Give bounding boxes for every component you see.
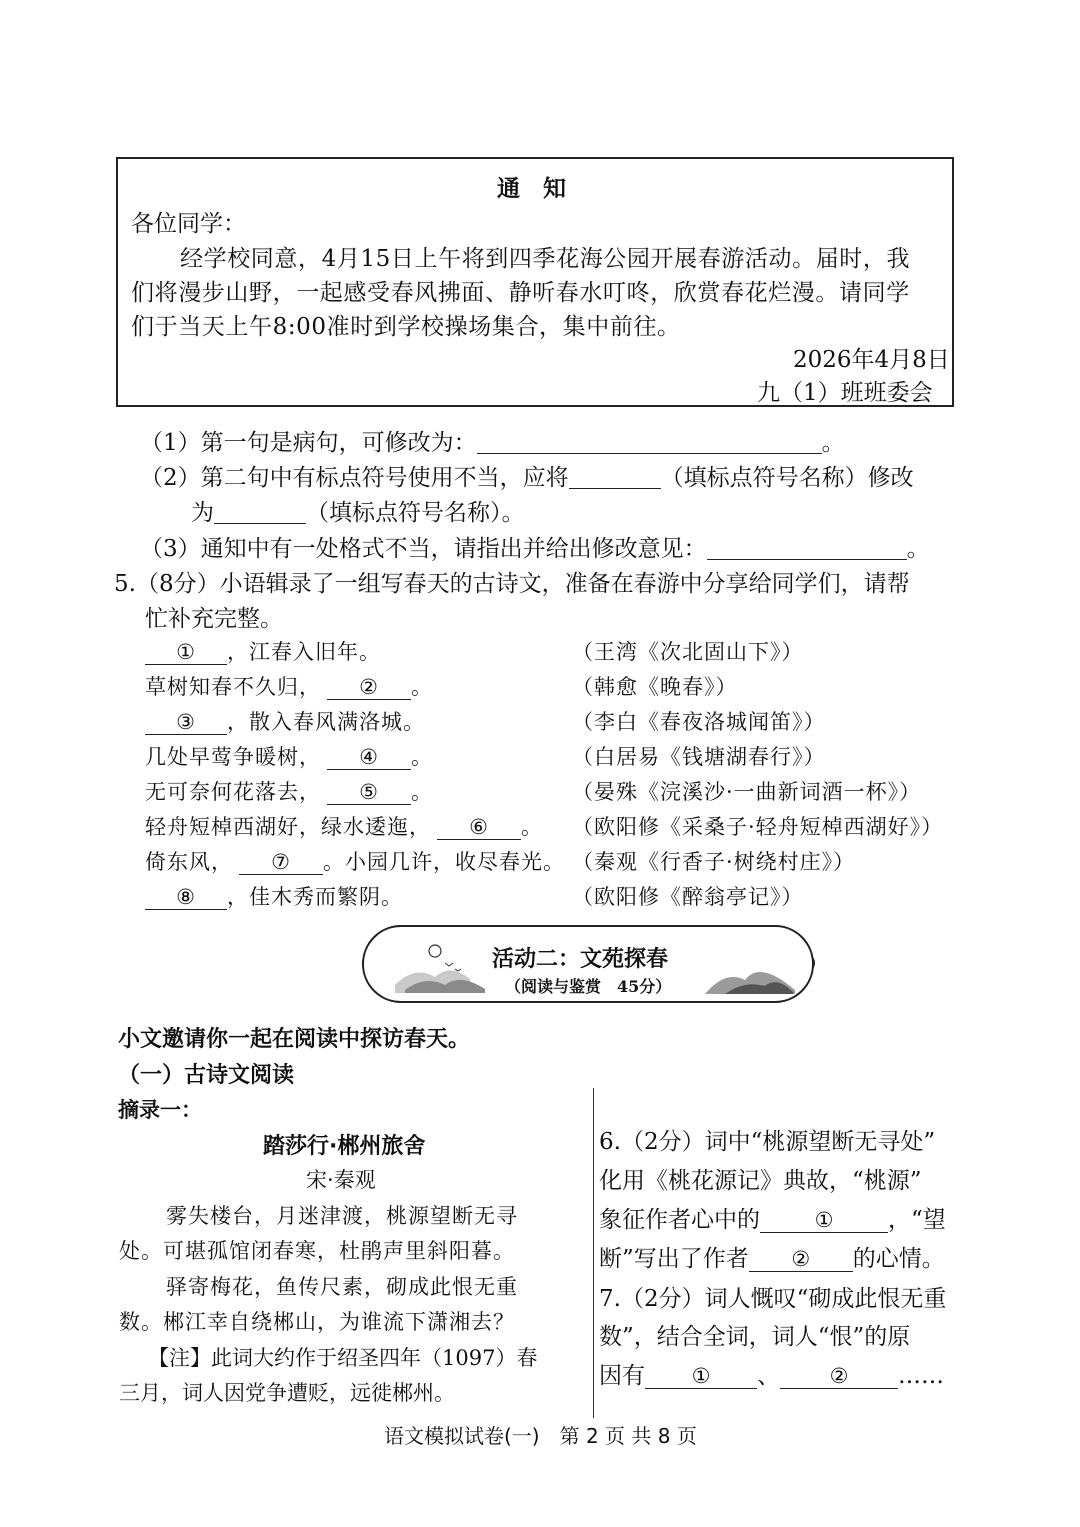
q5-line-source: （李白《春夜洛城闻笛》）	[572, 710, 826, 734]
q4-sub2-text-c: 为	[191, 500, 214, 526]
banner-subtitle: （阅读与鉴赏 45分）	[505, 977, 672, 996]
notice-signature: 九（1）班班委会	[757, 380, 933, 406]
q5-stem-line-2: 忙补充完整。	[145, 606, 283, 632]
q4-sub3	[140, 530, 930, 563]
poem-author: 宋·秦观	[306, 1168, 376, 1192]
q5-line-post: ，散入春风满洛城。	[227, 710, 425, 734]
notice-body-line-3: 们于当天上午8:00准时到学校操场集合，集中前往。	[131, 314, 681, 340]
q4-sub2-answer-blank-2[interactable]	[214, 500, 306, 524]
q7-answer-blank-1[interactable]: ①	[645, 1364, 757, 1389]
column-divider	[593, 1088, 594, 1418]
section-heading: （一）古诗文阅读	[118, 1063, 295, 1088]
q4-sub2-cont	[191, 494, 525, 527]
q4-sub1-end: 。	[821, 430, 845, 456]
mountain-birds-icon	[395, 935, 505, 995]
q5-line-post: 。	[521, 815, 543, 839]
poem-title: 踏莎行·郴州旅舍	[263, 1134, 426, 1159]
q7-answer-blank-2[interactable]: ②	[780, 1364, 898, 1389]
q6-line-4	[599, 1240, 945, 1273]
q4-sub2-text-a: （2）第二句中有标点符号使用不当，应将	[140, 465, 569, 491]
q5-line-source: （欧阳修《醉翁亭记》）	[572, 885, 804, 909]
notice-date: 2026年4月8日	[793, 347, 950, 373]
q5-line-post: 。	[411, 780, 433, 804]
q5-line-post: ，江春入旧年。	[227, 640, 381, 664]
q4-sub1	[140, 424, 845, 457]
q7-ellipsis: ……	[898, 1363, 944, 1389]
q4-sub2-text-d: （填标点符号名称）。	[306, 500, 525, 526]
notice-body-line-1: 经学校同意，4月15日上午将到四季花海公园开展春游活动。届时，我	[180, 246, 911, 272]
q5-line	[145, 671, 433, 701]
q5-answer-blank[interactable]: ⑥	[437, 815, 521, 840]
q6-line-4-text-a: 断”写出了作者	[599, 1246, 749, 1272]
notice-greeting: 各位同学：	[131, 211, 246, 237]
q4-sub2-text-b: （填标点符号名称）修改	[660, 465, 914, 491]
q7-line-1: 7.（2分）词人慨叹“砌成此恨无重	[599, 1286, 947, 1312]
q5-line-source: （王湾《次北固山下》）	[572, 640, 804, 664]
q5-line-post: 。	[411, 745, 433, 769]
q4-sub3-answer-blank[interactable]	[707, 536, 907, 560]
q4-sub1-answer-blank[interactable]	[477, 430, 822, 454]
q4-sub3-end: 。	[906, 536, 930, 562]
q4-sub2	[140, 459, 914, 492]
q4-sub2-answer-blank-1[interactable]	[569, 465, 661, 489]
section-intro: 小文邀请你一起在阅读中探访春天。	[118, 1027, 471, 1052]
q5-stem-line-1: 5.（8分）小语辑录了一组写春天的古诗文，准备在春游中分享给同学们，请帮	[114, 571, 910, 597]
q7-line-3	[599, 1357, 944, 1390]
q4-sub1-text: （1）第一句是病句，可修改为：	[140, 430, 477, 456]
q5-line-pre: 倚东风，	[145, 850, 233, 874]
q5-line	[145, 776, 433, 806]
q6-line-3	[599, 1201, 946, 1234]
q7-line-3-text-a: 因有	[599, 1363, 645, 1389]
q5-line-pre: 轻舟短棹西湖好，绿水逶迤，	[145, 815, 431, 839]
q5-line-source: （白居易《钱塘湖春行》）	[572, 745, 826, 769]
q5-line	[145, 636, 381, 666]
q5-line	[145, 846, 565, 876]
q6-answer-blank-1[interactable]: ①	[760, 1208, 888, 1233]
q5-line	[145, 741, 433, 771]
page-footer: 语文模拟试卷(一) 第 2 页 共 8 页	[384, 1424, 697, 1448]
q6-line-1: 6.（2分）词中“桃源望断无寻处”	[599, 1129, 936, 1155]
q5-answer-blank[interactable]: ⑧	[145, 885, 227, 910]
q5-answer-blank[interactable]: ⑤	[327, 780, 411, 805]
notice-title: 通 知	[497, 176, 566, 202]
q6-answer-blank-2[interactable]: ②	[749, 1247, 853, 1272]
q5-answer-blank[interactable]: ①	[145, 640, 227, 665]
q5-answer-blank[interactable]: ⑦	[239, 850, 323, 875]
q4-sub3-text: （3）通知中有一处格式不当，请指出并给出修改意见：	[140, 536, 707, 562]
poem-line-2: 处。可堪孤馆闭春寒，杜鹃声里斜阳暮。	[119, 1239, 515, 1263]
q5-line-post: ，佳木秀而繁阴。	[227, 885, 403, 909]
mountain-icon	[705, 950, 795, 995]
banner-title: 活动二：文苑探春	[492, 947, 669, 972]
q7-line-2: 数”，结合全词，词人“恨”的原	[599, 1324, 911, 1350]
q5-answer-blank[interactable]: ③	[145, 710, 227, 735]
poem-note-line-1: 【注】此词大约作于绍圣四年（1097）春	[148, 1346, 538, 1370]
q5-line	[145, 811, 543, 841]
poem-line-1: 雾失楼台，月迷津渡，桃源望断无寻	[166, 1204, 518, 1228]
q6-line-4-text-b: 的心情。	[852, 1246, 945, 1272]
poem-line-3: 驿寄梅花，鱼传尺素，砌成此恨无重	[166, 1275, 518, 1299]
q6-line-2: 化用《桃花源记》典故，“桃源”	[599, 1168, 922, 1194]
q5-line-pre: 无可奈何花落去，	[145, 780, 321, 804]
q5-answer-blank[interactable]: ②	[327, 675, 411, 700]
q5-line-pre: 草树知春不久归，	[145, 675, 321, 699]
poem-note-line-2: 三月，词人因党争遭贬，远徙郴州。	[119, 1381, 455, 1405]
q6-line-3-text-b: ，“望	[888, 1207, 946, 1233]
q5-line-post: 。小园几许，收尽春光。	[323, 850, 565, 874]
poem-line-4: 数。郴江幸自绕郴山，为谁流下潇湘去？	[119, 1310, 515, 1334]
q5-line-pre: 几处早莺争暖树，	[145, 745, 321, 769]
q5-line-post: 。	[411, 675, 433, 699]
q5-line	[145, 706, 425, 736]
q6-line-3-text-a: 象征作者心中的	[599, 1207, 760, 1233]
q5-line-source: （晏殊《浣溪沙·一曲新词酒一杯》）	[572, 780, 922, 804]
q7-separator: 、	[757, 1363, 780, 1389]
q5-answer-blank[interactable]: ④	[327, 745, 411, 770]
excerpt-label: 摘录一：	[118, 1098, 202, 1122]
q5-line-source: （欧阳修《采桑子·轻舟短棹西湖好》）	[572, 815, 944, 839]
q5-line-source: （韩愈《晚春》）	[572, 675, 738, 699]
q5-line	[145, 881, 403, 911]
q5-line-source: （秦观《行香子·树绕村庄》）	[572, 850, 856, 874]
notice-body-line-2: 们将漫步山野，一起感受春风拂面、静听春水叮咚，欣赏春花烂漫。请同学	[131, 280, 910, 306]
